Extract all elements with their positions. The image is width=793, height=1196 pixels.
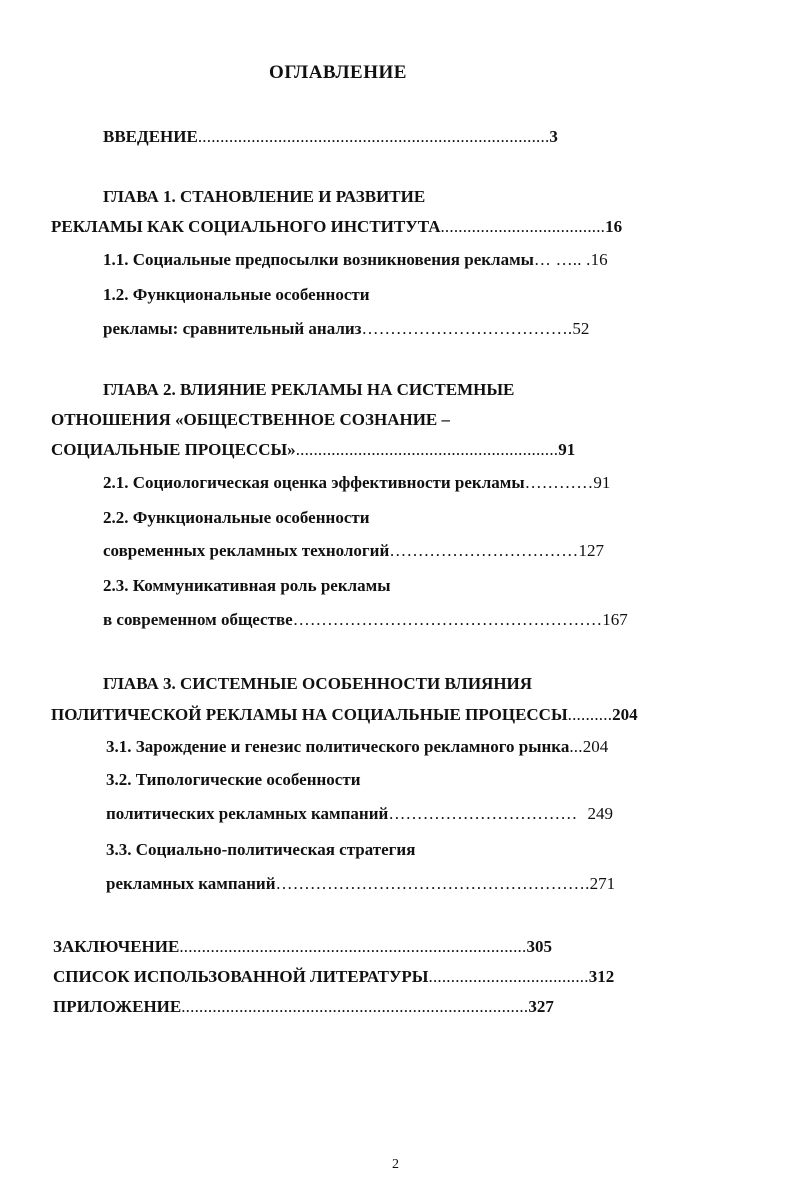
toc-heading: ОГЛАВЛЕНИЕ [269, 62, 407, 83]
toc-entry-label: рекламных кампаний [106, 874, 276, 893]
toc-page-number: 204 [582, 737, 609, 756]
toc-entry-section-2-1 [103, 472, 693, 494]
toc-page-number: 91 [593, 473, 611, 492]
toc-leader-dots: …………………………… [389, 541, 579, 560]
toc-entry-label: ГЛАВА 1. СТАНОВЛЕНИЕ И РАЗВИТИЕ [103, 187, 426, 206]
toc-entry-appendix [53, 996, 701, 1018]
toc-entry-section-2-2 [103, 540, 693, 562]
toc-entry-chapter-2 [51, 439, 693, 461]
toc-leader-dots: ... [569, 737, 583, 756]
toc-entry-section-3-1 [106, 736, 702, 758]
toc-page-number: 327 [528, 997, 554, 1016]
toc-entry-label: 1.1. Социальные предпосылки возникновения рекламы [103, 250, 534, 269]
toc-page-number: 52 [572, 319, 590, 338]
toc-chapter-1-title [103, 186, 425, 208]
toc-entry-label: 3.3. Социально-политическая стратегия [106, 840, 416, 859]
toc-entry-label: политических рекламных кампаний [106, 804, 389, 823]
toc-entry-label: СПИСОК ИСПОЛЬЗОВАННОЙ ЛИТЕРАТУРЫ [53, 967, 429, 986]
page-number: 2 [392, 1157, 399, 1172]
toc-leader-dots: ……………………………………………… [292, 610, 603, 629]
toc-entry-label: 2.1. Социологическая оценка эффективности рекламы [103, 473, 525, 492]
toc-page-number: 249 [587, 804, 614, 823]
toc-chapter-2-title [103, 379, 514, 401]
toc-entry-section-2-3 [103, 609, 696, 631]
toc-entry-label: ПОЛИТИЧЕСКОЙ РЕКЛАМЫ НА СОЦИАЛЬНЫЕ ПРОЦЕССЫ [51, 705, 568, 724]
toc-page-number: 16 [590, 250, 608, 269]
toc-page-number: 305 [526, 937, 552, 956]
toc-chapter-3-title [103, 673, 532, 695]
toc-entry-label: рекламы: сравнительный анализ [103, 319, 362, 338]
toc-page-number: 312 [588, 967, 615, 986]
toc-entry-label: 3.1. Зарождение и генезис политического рекламного рынка [106, 737, 570, 756]
toc-entry-label: ГЛАВА 3. СИСТЕМНЫЕ ОСОБЕННОСТИ ВЛИЯНИЯ [103, 674, 533, 693]
toc-entry-section-1-2 [103, 318, 693, 340]
toc-page-number: 16 [605, 217, 623, 236]
toc-entry-label: 1.2. Функциональные особенности [103, 285, 370, 304]
toc-page-number: 127 [578, 541, 604, 560]
toc-leader-dots: ………………………………………………. [275, 874, 590, 893]
toc-leader-dots: … ….. . [533, 250, 591, 269]
toc-entry-label: РЕКЛАМЫ КАК СОЦИАЛЬНОГО ИНСТИТУТА [51, 217, 441, 236]
toc-entry-label: СОЦИАЛЬНЫЕ ПРОЦЕССЫ» [51, 440, 296, 459]
toc-page-number: 167 [602, 610, 628, 629]
toc-entry-section-1-1 [103, 249, 693, 271]
toc-entry-label: 3.2. Типологические особенности [106, 770, 361, 789]
toc-entry-label: ПРИЛОЖЕНИЕ [53, 997, 182, 1016]
toc-leader-dots: ..................................... [440, 217, 606, 236]
toc-page-number: 3 [549, 127, 558, 146]
toc-section-2-2-title [103, 507, 370, 529]
toc-leader-dots: .......... [567, 705, 613, 724]
toc-section-1-2-title [103, 284, 370, 306]
toc-leader-dots: ………………………………. [361, 319, 573, 338]
toc-section-3-3-title [106, 839, 415, 861]
toc-entry-chapter-3 [51, 704, 699, 726]
toc-entry-section-3-3 [106, 873, 696, 895]
toc-leader-dots: ………… [524, 473, 594, 492]
toc-page-number: 271 [589, 874, 616, 893]
toc-entry-label: в современном обществе [103, 610, 293, 629]
toc-leader-dots: .................................... [428, 967, 589, 986]
toc-entry-label: ВВЕДЕНИЕ [103, 127, 198, 146]
toc-entry-label: 2.3. Коммуникативная роль рекламы [103, 576, 391, 595]
toc-entry-conclusion [53, 936, 701, 958]
toc-section-3-2-title [106, 769, 361, 791]
toc-leader-dots: ........................................................... [295, 440, 559, 459]
toc-entry-label: ГЛАВА 2. ВЛИЯНИЕ РЕКЛАМЫ НА СИСТЕМНЫЕ [103, 380, 515, 399]
toc-leader-dots: .............................................................................. [181, 997, 529, 1016]
toc-page-number: 204 [612, 705, 638, 724]
toc-entry-bibliography [53, 966, 701, 988]
toc-page-number: 91 [558, 440, 576, 459]
toc-entry-label: 2.2. Функциональные особенности [103, 508, 370, 527]
toc-entry-label: ЗАКЛЮЧЕНИЕ [53, 937, 180, 956]
toc-entry-chapter-1 [51, 216, 693, 238]
toc-chapter-2-title-line-2 [51, 409, 450, 431]
toc-leader-dots: …………………………… [388, 804, 578, 823]
toc-entry-label: ОТНОШЕНИЯ «ОБЩЕСТВЕННОЕ СОЗНАНИЕ – [51, 410, 451, 429]
toc-entry-introduction [103, 126, 693, 148]
toc-leader-dots: ............................................................................... [197, 127, 550, 146]
toc-leader-dots: .............................................................................. [179, 937, 527, 956]
toc-entry-section-3-2 [106, 803, 704, 825]
toc-entry-label: современных рекламных технологий [103, 541, 390, 560]
toc-section-2-3-title [103, 575, 391, 597]
